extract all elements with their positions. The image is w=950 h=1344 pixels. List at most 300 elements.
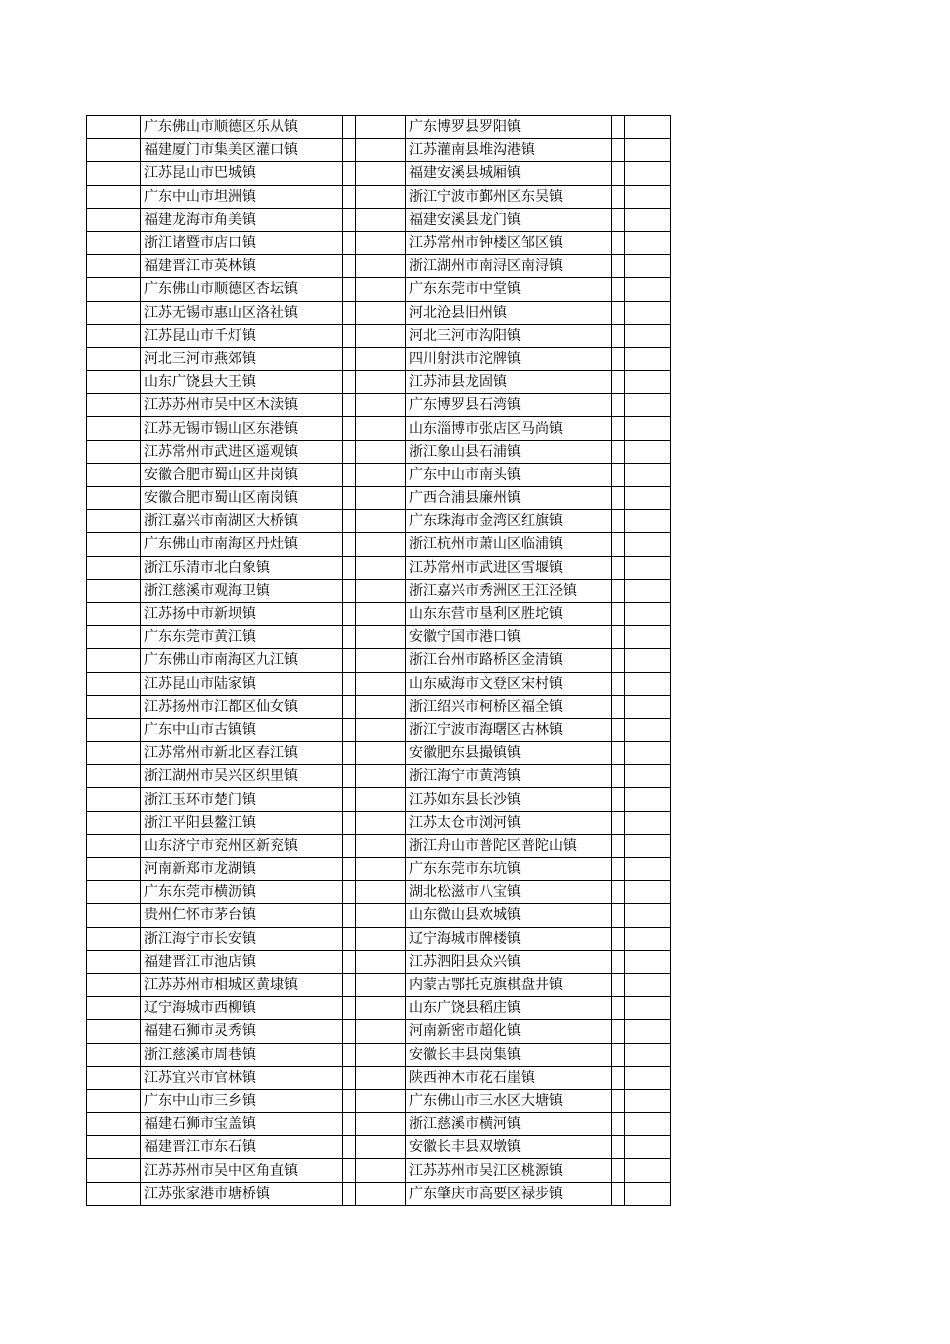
blank-cell: [343, 162, 356, 185]
blank-cell: [356, 1113, 406, 1136]
blank-cell: [625, 394, 671, 417]
blank-cell: [356, 185, 406, 208]
blank-cell: [625, 788, 671, 811]
town-name-cell: 浙江舟山市普陀区普陀山镇: [406, 834, 612, 857]
blank-cell: [612, 765, 625, 788]
table-row: [87, 765, 671, 788]
blank-cell: [612, 811, 625, 834]
town-name-cell: 浙江台州市路桥区金清镇: [406, 649, 612, 672]
blank-cell: [612, 371, 625, 394]
town-name-cell: 山东济宁市兖州区新兖镇: [141, 834, 343, 857]
table-row: [87, 116, 671, 139]
blank-cell: [343, 904, 356, 927]
town-name-cell: 江苏宜兴市官林镇: [141, 1066, 343, 1089]
blank-cell: [612, 1113, 625, 1136]
town-name-cell: 广东中山市南头镇: [406, 463, 612, 486]
blank-cell: [612, 231, 625, 254]
town-name-cell: 广东中山市三乡镇: [141, 1089, 343, 1112]
blank-cell: [625, 834, 671, 857]
town-name-cell: 河北三河市沟阳镇: [406, 324, 612, 347]
blank-cell: [87, 208, 141, 231]
table-row: [87, 139, 671, 162]
town-name-cell: 江苏常州市武进区遥观镇: [141, 440, 343, 463]
blank-cell: [356, 347, 406, 370]
blank-cell: [625, 440, 671, 463]
blank-cell: [625, 858, 671, 881]
blank-cell: [625, 510, 671, 533]
blank-cell: [343, 1020, 356, 1043]
town-name-cell: 福建龙海市角美镇: [141, 208, 343, 231]
blank-cell: [356, 881, 406, 904]
blank-cell: [356, 858, 406, 881]
blank-cell: [612, 162, 625, 185]
town-name-cell: 福建厦门市集美区灌口镇: [141, 139, 343, 162]
blank-cell: [343, 579, 356, 602]
table-row: [87, 324, 671, 347]
blank-cell: [343, 324, 356, 347]
blank-cell: [612, 626, 625, 649]
blank-cell: [612, 672, 625, 695]
blank-cell: [87, 881, 141, 904]
blank-cell: [343, 718, 356, 741]
blank-cell: [625, 417, 671, 440]
blank-cell: [625, 904, 671, 927]
table-row: [87, 394, 671, 417]
blank-cell: [87, 463, 141, 486]
table-row: [87, 301, 671, 324]
blank-cell: [356, 1089, 406, 1112]
blank-cell: [625, 742, 671, 765]
blank-cell: [625, 556, 671, 579]
blank-cell: [625, 255, 671, 278]
town-name-cell: 江苏苏州市吴江区桃源镇: [406, 1159, 612, 1182]
town-name-cell: 广东佛山市南海区丹灶镇: [141, 533, 343, 556]
table-row: [87, 881, 671, 904]
blank-cell: [356, 556, 406, 579]
blank-cell: [343, 417, 356, 440]
table-row: [87, 718, 671, 741]
town-name-cell: 河北三河市燕郊镇: [141, 347, 343, 370]
blank-cell: [625, 347, 671, 370]
blank-cell: [625, 718, 671, 741]
blank-cell: [343, 602, 356, 625]
blank-cell: [356, 1182, 406, 1205]
blank-cell: [343, 463, 356, 486]
table-row: [87, 278, 671, 301]
blank-cell: [343, 742, 356, 765]
town-name-cell: 辽宁海城市西柳镇: [141, 997, 343, 1020]
town-name-cell: 安徽长丰县岗集镇: [406, 1043, 612, 1066]
blank-cell: [612, 417, 625, 440]
table-row: [87, 371, 671, 394]
blank-cell: [343, 788, 356, 811]
blank-cell: [356, 602, 406, 625]
town-name-cell: 湖北松滋市八宝镇: [406, 881, 612, 904]
town-name-cell: 山东广饶县大王镇: [141, 371, 343, 394]
blank-cell: [343, 765, 356, 788]
table-row: [87, 440, 671, 463]
blank-cell: [356, 997, 406, 1020]
blank-cell: [343, 510, 356, 533]
blank-cell: [343, 255, 356, 278]
town-name-cell: 广东中山市坦洲镇: [141, 185, 343, 208]
blank-cell: [87, 139, 141, 162]
blank-cell: [87, 116, 141, 139]
blank-cell: [625, 1113, 671, 1136]
blank-cell: [356, 950, 406, 973]
blank-cell: [625, 1089, 671, 1112]
blank-cell: [612, 718, 625, 741]
blank-cell: [87, 1159, 141, 1182]
blank-cell: [612, 301, 625, 324]
blank-cell: [87, 162, 141, 185]
blank-cell: [343, 231, 356, 254]
blank-cell: [356, 742, 406, 765]
town-name-cell: 安徽肥东县撮镇镇: [406, 742, 612, 765]
table-row: [87, 510, 671, 533]
town-name-cell: 福建石狮市宝盖镇: [141, 1113, 343, 1136]
blank-cell: [343, 811, 356, 834]
blank-cell: [343, 487, 356, 510]
blank-cell: [87, 1020, 141, 1043]
blank-cell: [625, 973, 671, 996]
town-name-cell: 江苏泗阳县众兴镇: [406, 950, 612, 973]
blank-cell: [612, 440, 625, 463]
table-row: [87, 185, 671, 208]
blank-cell: [612, 602, 625, 625]
blank-cell: [343, 672, 356, 695]
town-name-cell: 浙江玉环市楚门镇: [141, 788, 343, 811]
blank-cell: [625, 672, 671, 695]
town-name-cell: 浙江乐清市北白象镇: [141, 556, 343, 579]
blank-cell: [87, 231, 141, 254]
table-row: [87, 672, 671, 695]
blank-cell: [87, 301, 141, 324]
town-name-cell: 广东佛山市顺德区乐从镇: [141, 116, 343, 139]
blank-cell: [356, 579, 406, 602]
blank-cell: [87, 1136, 141, 1159]
blank-cell: [356, 834, 406, 857]
blank-cell: [87, 811, 141, 834]
blank-cell: [87, 255, 141, 278]
blank-cell: [356, 649, 406, 672]
blank-cell: [612, 139, 625, 162]
town-name-cell: 江苏常州市新北区春江镇: [141, 742, 343, 765]
blank-cell: [356, 1043, 406, 1066]
town-name-cell: 江苏太仓市浏河镇: [406, 811, 612, 834]
blank-cell: [87, 602, 141, 625]
table-row: [87, 626, 671, 649]
town-name-cell: 江苏扬州市江都区仙女镇: [141, 695, 343, 718]
blank-cell: [612, 208, 625, 231]
town-name-cell: 广东佛山市南海区九江镇: [141, 649, 343, 672]
table-row: [87, 1113, 671, 1136]
table-row: [87, 742, 671, 765]
town-name-cell: 广东中山市古镇镇: [141, 718, 343, 741]
town-name-cell: 江苏苏州市相城区黄埭镇: [141, 973, 343, 996]
blank-cell: [612, 1136, 625, 1159]
blank-cell: [356, 1020, 406, 1043]
blank-cell: [625, 602, 671, 625]
blank-cell: [612, 185, 625, 208]
blank-cell: [356, 1066, 406, 1089]
town-name-cell: 江苏常州市武进区雪堰镇: [406, 556, 612, 579]
blank-cell: [356, 324, 406, 347]
town-name-cell: 江苏昆山市陆家镇: [141, 672, 343, 695]
blank-cell: [356, 139, 406, 162]
blank-cell: [356, 371, 406, 394]
town-name-cell: 浙江慈溪市观海卫镇: [141, 579, 343, 602]
table-row: [87, 649, 671, 672]
town-name-cell: 广东佛山市顺德区杏坛镇: [141, 278, 343, 301]
table-row: [87, 579, 671, 602]
town-name-cell: 广东珠海市金湾区红旗镇: [406, 510, 612, 533]
table-row: [87, 834, 671, 857]
blank-cell: [625, 1066, 671, 1089]
town-name-cell: 广东东莞市中堂镇: [406, 278, 612, 301]
town-name-cell: 广东博罗县罗阳镇: [406, 116, 612, 139]
blank-cell: [625, 162, 671, 185]
table-row: [87, 208, 671, 231]
town-name-cell: 山东威海市文登区宋村镇: [406, 672, 612, 695]
blank-cell: [356, 440, 406, 463]
table-row: [87, 950, 671, 973]
blank-cell: [612, 973, 625, 996]
blank-cell: [356, 116, 406, 139]
town-name-cell: 江苏扬中市新坝镇: [141, 602, 343, 625]
blank-cell: [612, 881, 625, 904]
town-name-cell: 浙江宁波市鄞州区东吴镇: [406, 185, 612, 208]
blank-cell: [87, 649, 141, 672]
town-name-cell: 浙江象山县石浦镇: [406, 440, 612, 463]
blank-cell: [612, 997, 625, 1020]
town-name-cell: 浙江杭州市萧山区临浦镇: [406, 533, 612, 556]
blank-cell: [343, 394, 356, 417]
town-name-cell: 安徽合肥市蜀山区井岗镇: [141, 463, 343, 486]
blank-cell: [612, 394, 625, 417]
blank-cell: [612, 579, 625, 602]
blank-cell: [343, 1113, 356, 1136]
blank-cell: [612, 116, 625, 139]
blank-cell: [87, 324, 141, 347]
blank-cell: [343, 695, 356, 718]
blank-cell: [356, 927, 406, 950]
blank-cell: [612, 649, 625, 672]
blank-cell: [356, 626, 406, 649]
table-row: [87, 602, 671, 625]
blank-cell: [87, 579, 141, 602]
blank-cell: [87, 788, 141, 811]
town-table-body: [87, 116, 671, 1206]
town-name-cell: 江苏张家港市塘桥镇: [141, 1182, 343, 1205]
blank-cell: [356, 695, 406, 718]
town-name-cell: 江苏常州市钟楼区邹区镇: [406, 231, 612, 254]
blank-cell: [343, 881, 356, 904]
town-name-cell: 河北沧县旧州镇: [406, 301, 612, 324]
town-name-cell: 浙江慈溪市横河镇: [406, 1113, 612, 1136]
blank-cell: [625, 116, 671, 139]
blank-cell: [625, 765, 671, 788]
blank-cell: [87, 510, 141, 533]
blank-cell: [343, 556, 356, 579]
blank-cell: [612, 834, 625, 857]
table-row: [87, 858, 671, 881]
town-name-cell: 山东微山县欢城镇: [406, 904, 612, 927]
blank-cell: [343, 973, 356, 996]
blank-cell: [343, 950, 356, 973]
blank-cell: [87, 1182, 141, 1205]
blank-cell: [87, 858, 141, 881]
town-name-cell: 浙江海宁市黄湾镇: [406, 765, 612, 788]
blank-cell: [356, 718, 406, 741]
blank-cell: [87, 950, 141, 973]
blank-cell: [612, 487, 625, 510]
blank-cell: [87, 834, 141, 857]
blank-cell: [356, 278, 406, 301]
blank-cell: [356, 973, 406, 996]
blank-cell: [625, 487, 671, 510]
blank-cell: [356, 255, 406, 278]
blank-cell: [625, 371, 671, 394]
town-name-cell: 浙江慈溪市周巷镇: [141, 1043, 343, 1066]
blank-cell: [612, 1182, 625, 1205]
blank-cell: [612, 1089, 625, 1112]
blank-cell: [612, 510, 625, 533]
town-name-cell: 江苏沛县龙固镇: [406, 371, 612, 394]
town-table: [86, 115, 671, 1206]
blank-cell: [343, 1136, 356, 1159]
blank-cell: [87, 278, 141, 301]
blank-cell: [612, 1066, 625, 1089]
table-row: [87, 973, 671, 996]
blank-cell: [87, 904, 141, 927]
table-row: [87, 231, 671, 254]
blank-cell: [343, 997, 356, 1020]
blank-cell: [343, 626, 356, 649]
table-row: [87, 1020, 671, 1043]
town-name-cell: 福建石狮市灵秀镇: [141, 1020, 343, 1043]
table-row: [87, 997, 671, 1020]
blank-cell: [343, 139, 356, 162]
blank-cell: [343, 649, 356, 672]
blank-cell: [356, 463, 406, 486]
blank-cell: [625, 626, 671, 649]
town-name-cell: 河南新郑市龙湖镇: [141, 858, 343, 881]
blank-cell: [625, 997, 671, 1020]
town-name-cell: 山东广饶县稻庄镇: [406, 997, 612, 1020]
blank-cell: [612, 788, 625, 811]
town-name-cell: 江苏无锡市惠山区洛社镇: [141, 301, 343, 324]
town-name-cell: 河南新密市超化镇: [406, 1020, 612, 1043]
blank-cell: [612, 927, 625, 950]
blank-cell: [356, 162, 406, 185]
blank-cell: [356, 394, 406, 417]
town-name-cell: 江苏昆山市千灯镇: [141, 324, 343, 347]
table-row: [87, 556, 671, 579]
town-name-cell: 福建安溪县龙门镇: [406, 208, 612, 231]
blank-cell: [356, 1159, 406, 1182]
blank-cell: [356, 765, 406, 788]
town-name-cell: 浙江平阳县鳌江镇: [141, 811, 343, 834]
blank-cell: [87, 440, 141, 463]
blank-cell: [612, 1020, 625, 1043]
table-row: [87, 904, 671, 927]
blank-cell: [356, 788, 406, 811]
blank-cell: [356, 487, 406, 510]
town-name-cell: 陕西神木市花石崖镇: [406, 1066, 612, 1089]
town-name-cell: 四川射洪市沱牌镇: [406, 347, 612, 370]
blank-cell: [87, 997, 141, 1020]
blank-cell: [343, 185, 356, 208]
blank-cell: [87, 1113, 141, 1136]
table-row: [87, 1159, 671, 1182]
blank-cell: [625, 881, 671, 904]
blank-cell: [343, 1043, 356, 1066]
blank-cell: [612, 347, 625, 370]
blank-cell: [625, 278, 671, 301]
table-row: [87, 1043, 671, 1066]
blank-cell: [625, 324, 671, 347]
blank-cell: [612, 255, 625, 278]
table-row: [87, 533, 671, 556]
town-name-cell: 福建安溪县城厢镇: [406, 162, 612, 185]
table-row: [87, 695, 671, 718]
blank-cell: [612, 533, 625, 556]
blank-cell: [625, 1043, 671, 1066]
blank-cell: [612, 324, 625, 347]
blank-cell: [343, 208, 356, 231]
table-row: [87, 1136, 671, 1159]
blank-cell: [87, 533, 141, 556]
blank-cell: [87, 1089, 141, 1112]
blank-cell: [87, 927, 141, 950]
blank-cell: [612, 463, 625, 486]
blank-cell: [625, 185, 671, 208]
town-name-cell: 浙江湖州市吴兴区织里镇: [141, 765, 343, 788]
town-name-cell: 福建晋江市池店镇: [141, 950, 343, 973]
town-name-cell: 江苏无锡市锡山区东港镇: [141, 417, 343, 440]
blank-cell: [87, 417, 141, 440]
blank-cell: [356, 811, 406, 834]
blank-cell: [356, 672, 406, 695]
blank-cell: [87, 718, 141, 741]
town-name-cell: 浙江湖州市南浔区南浔镇: [406, 255, 612, 278]
blank-cell: [343, 533, 356, 556]
blank-cell: [625, 463, 671, 486]
table-row: [87, 255, 671, 278]
blank-cell: [612, 742, 625, 765]
blank-cell: [625, 927, 671, 950]
blank-cell: [612, 556, 625, 579]
blank-cell: [87, 487, 141, 510]
blank-cell: [612, 904, 625, 927]
table-row: [87, 811, 671, 834]
table-row: [87, 788, 671, 811]
town-name-cell: 广东佛山市三水区大塘镇: [406, 1089, 612, 1112]
town-name-cell: 安徽长丰县双墩镇: [406, 1136, 612, 1159]
blank-cell: [612, 858, 625, 881]
town-name-cell: 江苏灌南县堆沟港镇: [406, 139, 612, 162]
town-name-cell: 内蒙古鄂托克旗棋盘井镇: [406, 973, 612, 996]
town-name-cell: 广西合浦县廉州镇: [406, 487, 612, 510]
blank-cell: [625, 301, 671, 324]
blank-cell: [625, 231, 671, 254]
blank-cell: [87, 371, 141, 394]
blank-cell: [356, 417, 406, 440]
town-name-cell: 安徽合肥市蜀山区南岗镇: [141, 487, 343, 510]
town-name-cell: 广东肇庆市高要区禄步镇: [406, 1182, 612, 1205]
blank-cell: [343, 301, 356, 324]
